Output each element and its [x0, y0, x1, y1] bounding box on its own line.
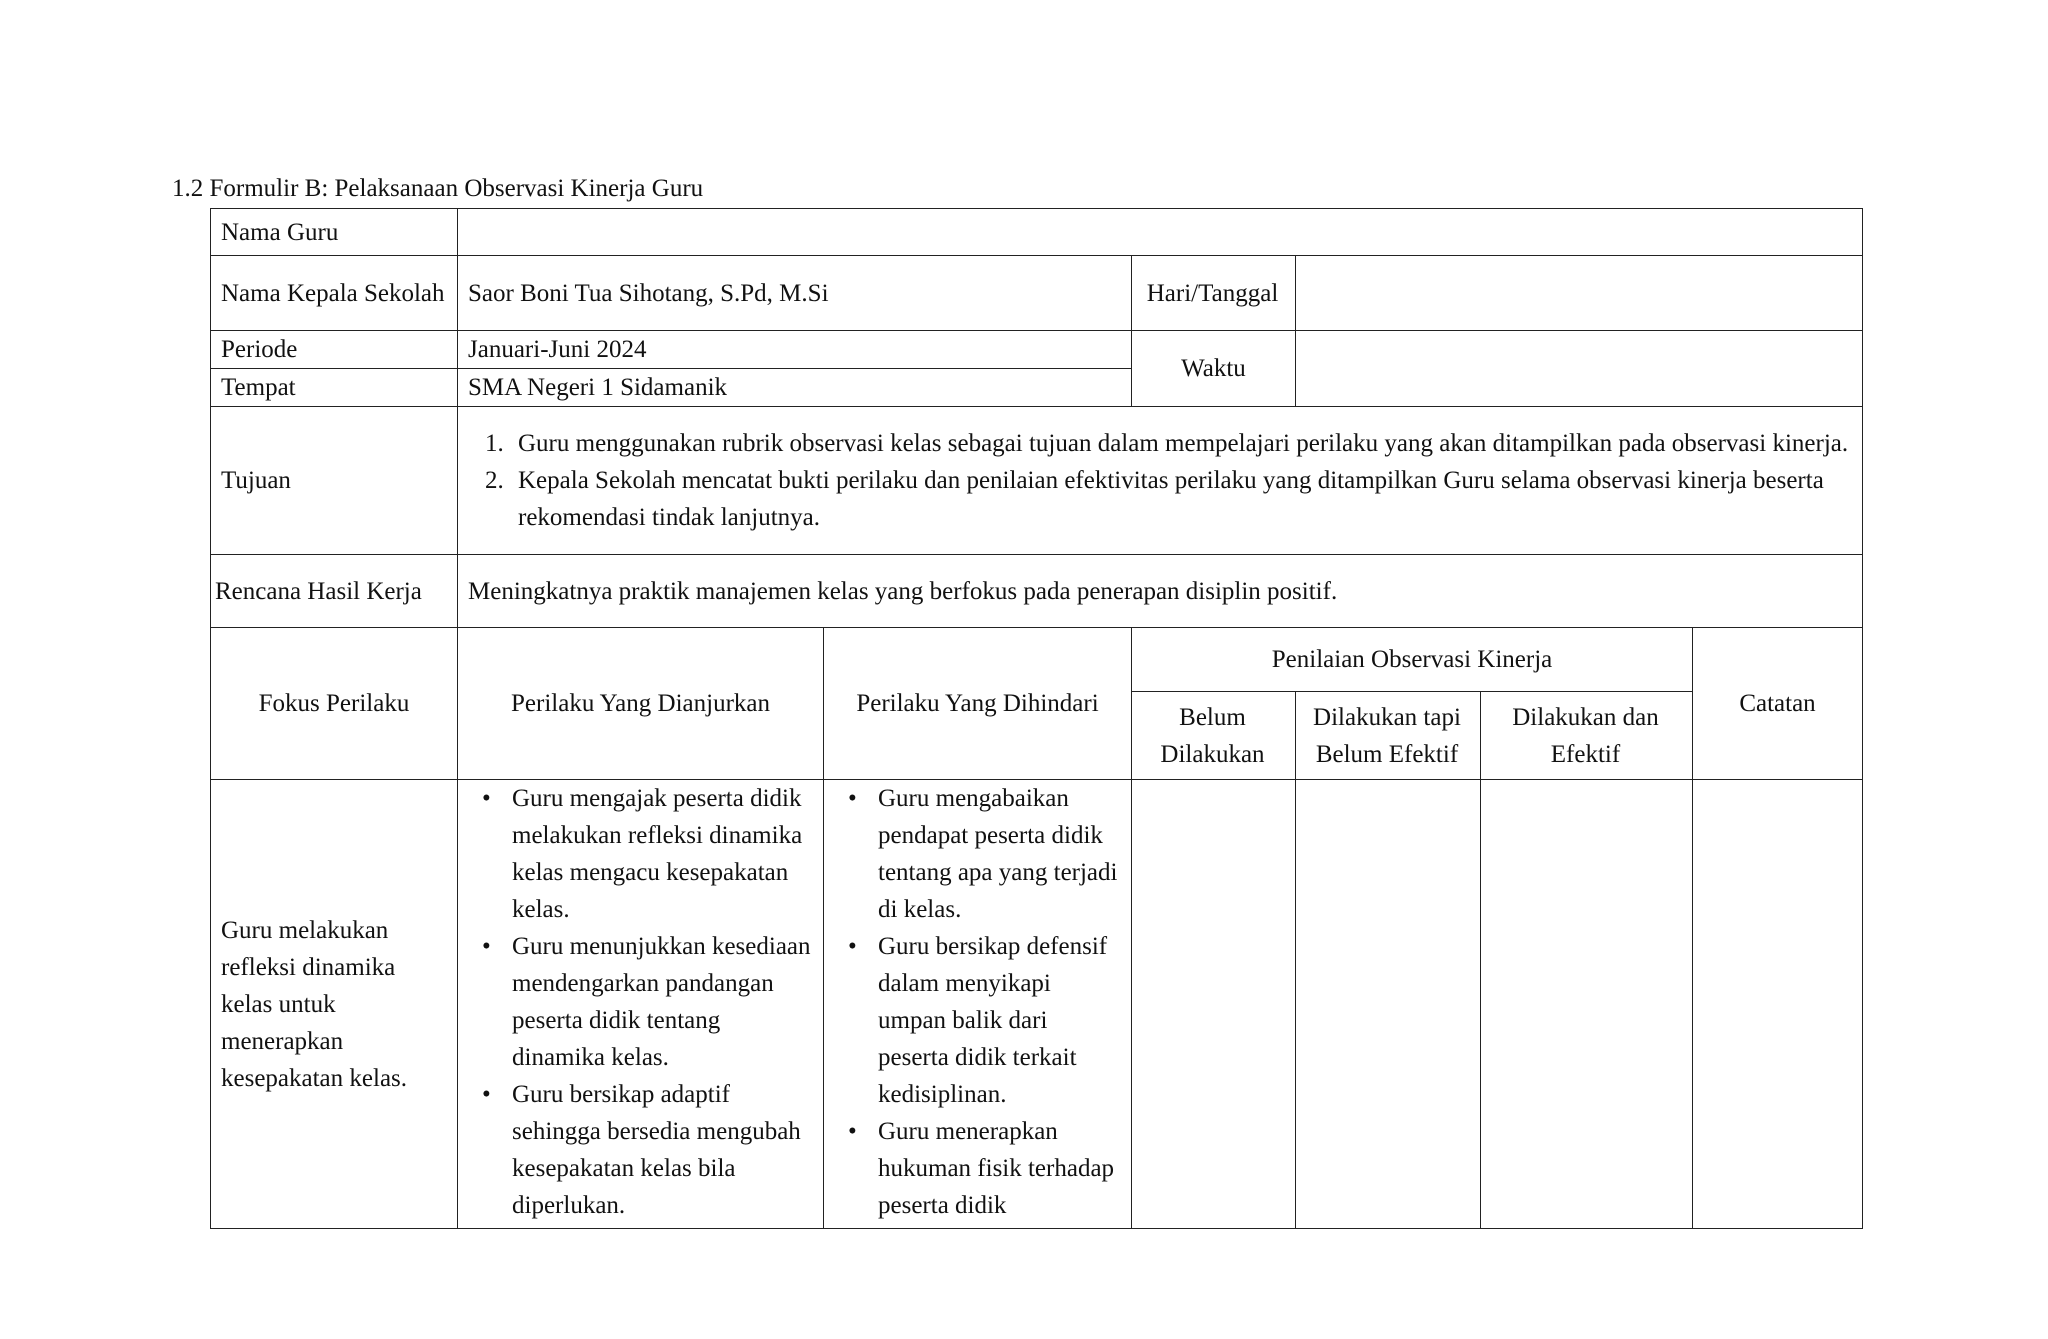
col-fokus-header: Fokus Perilaku — [211, 628, 458, 780]
col-belum-header: Belum Dilakukan — [1132, 692, 1296, 780]
tujuan-item: 1. Guru menggunakan rubrik observasi kelas sebagai tujuan dalam mempelajari perilaku yang akan ditampilkan pada observasi kinerja. — [510, 425, 1852, 462]
tujuan-item: 2. Kepala Sekolah mencatat bukti perilaku dan penilaian efektivitas perilaku yang ditampilkan Guru selama observasi kinerja beserta rekomendasi tindak lanjutnya. — [510, 462, 1852, 536]
row-kepala-sekolah — [211, 256, 1863, 331]
efektif-cell[interactable] — [1481, 780, 1693, 1229]
dianjurkan-item: • Guru bersikap adaptif sehingga bersedia mengubah kesepakatan kelas bila diperlukan. — [500, 1076, 813, 1224]
hari-tanggal-label: Hari/Tanggal — [1132, 256, 1296, 331]
rencana-value: Meningkatnya praktik manajemen kelas yang berfokus pada penerapan disiplin positif. — [458, 555, 1863, 628]
tujuan-label: Tujuan — [211, 407, 458, 555]
observation-form-table — [210, 208, 1863, 1229]
form-heading: 1.2 Formulir B: Pelaksanaan Observasi Kinerja Guru — [172, 175, 704, 202]
col-tidak-efektif-header: Dilakukan tapi Belum Efektif — [1296, 692, 1481, 780]
col-dianjurkan-header: Perilaku Yang Dianjurkan — [458, 628, 824, 780]
periode-value: Januari-Juni 2024 — [458, 331, 1132, 369]
row-column-headers — [211, 628, 1863, 692]
hari-tanggal-value — [1296, 256, 1863, 331]
nama-guru-label: Nama Guru — [211, 209, 458, 256]
nama-guru-value — [458, 209, 1863, 256]
periode-label: Periode — [211, 331, 458, 369]
fokus-cell: Guru melakukan refleksi dinamika kelas untuk menerapkan kesepakatan kelas. — [211, 780, 458, 1229]
dianjurkan-cell — [458, 780, 824, 1229]
tempat-value: SMA Negeri 1 Sidamanik — [458, 369, 1132, 407]
col-catatan-header: Catatan — [1693, 628, 1863, 780]
rencana-label: Rencana Hasil Kerja — [211, 555, 458, 628]
dihindari-item: • Guru menerapkan hukuman fisik terhadap peserta didik — [866, 1113, 1121, 1224]
tujuan-value — [458, 407, 1863, 555]
row-periode — [211, 331, 1863, 369]
tidak-efektif-cell[interactable] — [1296, 780, 1481, 1229]
dihindari-item: • Guru mengabaikan pendapat peserta didik tentang apa yang terjadi di kelas. — [866, 780, 1121, 928]
tempat-label: Tempat — [211, 369, 458, 407]
row-tujuan — [211, 407, 1863, 555]
tujuan-list — [468, 425, 1852, 536]
kepala-sekolah-label: Nama Kepala Sekolah — [211, 256, 458, 331]
row-rencana — [211, 555, 1863, 628]
waktu-value — [1296, 331, 1863, 407]
dihindari-list — [844, 780, 1121, 1224]
dianjurkan-item: • Guru menunjukkan kesediaan mendengarkan pandangan peserta didik tentang dinamika kelas. — [500, 928, 813, 1076]
belum-cell[interactable] — [1132, 780, 1296, 1229]
row-nama-guru — [211, 209, 1863, 256]
kepala-sekolah-value: Saor Boni Tua Sihotang, S.Pd, M.Si — [458, 256, 1132, 331]
row-entry — [211, 780, 1863, 1229]
col-penilaian-header: Penilaian Observasi Kinerja — [1132, 628, 1693, 692]
dihindari-cell — [824, 780, 1132, 1229]
col-efektif-header: Dilakukan dan Efektif — [1481, 692, 1693, 780]
dihindari-item: • Guru bersikap defensif dalam menyikapi umpan balik dari peserta didik terkait kedisiplinan. — [866, 928, 1121, 1113]
dianjurkan-list — [478, 780, 813, 1224]
waktu-label: Waktu — [1132, 331, 1296, 407]
dianjurkan-item: • Guru mengajak peserta didik melakukan refleksi dinamika kelas mengacu kesepakatan kelas. — [500, 780, 813, 928]
catatan-cell[interactable] — [1693, 780, 1863, 1229]
col-dihindari-header: Perilaku Yang Dihindari — [824, 628, 1132, 780]
